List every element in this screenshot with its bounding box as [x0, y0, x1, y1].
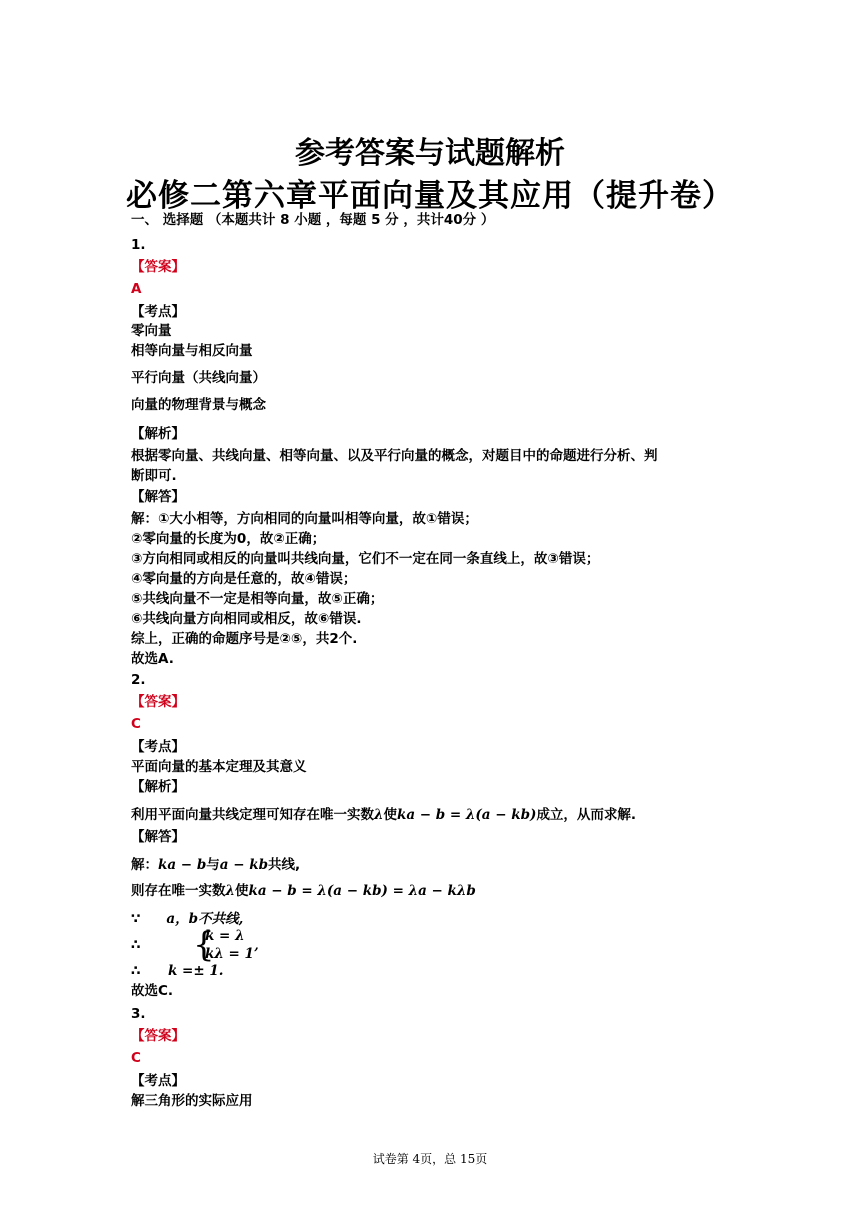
q2-result: k =± 1. [168, 963, 224, 979]
system-brace: { [193, 925, 215, 965]
q1-jieda-line: ④零向量的方向是任意的，故④错误； [131, 571, 357, 587]
q3-kaodian-tag: 【考点】 [131, 1073, 185, 1089]
q2-jiexi-text: 使 [383, 807, 397, 823]
q1-kaodian-item: 平行向量（共线向量） [131, 370, 266, 386]
q2-jiexi-text: 成立，从而求解. [536, 807, 637, 823]
q1-jiexi-tag: 【解析】 [131, 426, 185, 442]
therefore-symbol: ∴ [131, 963, 141, 979]
q1-answer: A [131, 281, 142, 297]
q1-jieda-line: ③方向相同或相反的向量叫共线向量，它们不一定在同一条直线上，故③错误； [131, 551, 600, 567]
page-footer: 试卷第 4页，总 15页 [372, 1152, 488, 1166]
q2-jieda-text: 使 [234, 883, 249, 899]
q2-jiexi-equation: ka − b = λ(a − kb) [396, 807, 537, 823]
q1-kaodian-item: 零向量 [131, 323, 172, 339]
q1-jieda-line: 综上，正确的命题序号是②⑤，共2个. [131, 631, 358, 647]
q2-kaodian-tag: 【考点】 [131, 739, 185, 755]
because-symbol: ∵ [131, 911, 141, 927]
q1-jieda-line: ⑤共线向量不一定是相等向量，故⑤正确； [131, 591, 384, 607]
q3-answer: C [131, 1050, 141, 1066]
q2-choose: 故选C. [131, 983, 174, 999]
q1-kaodian-tag: 【考点】 [131, 304, 185, 320]
q1-jiexi-line: 断即可. [131, 468, 177, 484]
q1-answer-tag: 【答案】 [131, 259, 185, 275]
q3-kaodian-item: 解三角形的实际应用 [131, 1093, 253, 1109]
doc-title: 参考答案与试题解析 [295, 136, 565, 171]
section-heading: 一、 选择题 （本题共计 8 小题 ，每题 5 分 ，共计40分 ） [131, 212, 495, 228]
q2-jieda-equation: ka − b = λ(a − kb) = λa − kλb [248, 883, 476, 899]
q2-answer: C [131, 716, 141, 732]
q2-number: 2. [131, 672, 146, 688]
q1-jieda-line: ⑥共线向量方向相同或相反，故⑥错误. [131, 611, 362, 627]
q2-jieda-lambda: λ [225, 883, 235, 899]
q2-jieda-expr: ka − b [158, 857, 207, 873]
q2-jieda-tag: 【解答】 [131, 829, 185, 845]
q2-jieda-text: 与 [206, 857, 220, 873]
q2-system-eq2: kλ = 1’ [205, 946, 259, 962]
q2-jieda-line [131, 882, 476, 900]
q3-answer-tag: 【答案】 [131, 1028, 185, 1044]
q1-jieda-tag: 【解答】 [131, 489, 185, 505]
doc-subtitle: 必修二第六章平面向量及其应用（提升卷） [126, 178, 734, 214]
therefore-symbol: ∴ [131, 937, 141, 953]
q2-jieda-text: 解： [131, 857, 158, 873]
q1-jieda-line: ②零向量的长度为0，故②正确； [131, 531, 326, 547]
q2-jiexi-text: 利用平面向量共线定理可知存在唯一实数 [131, 807, 374, 823]
q2-system-eq1: k = λ [205, 928, 245, 944]
q3-number: 3. [131, 1006, 146, 1022]
q2-jiexi-line [131, 806, 636, 824]
q1-jieda-line: 解：①大小相等，方向相同的向量叫相等向量，故①错误； [131, 511, 478, 527]
q2-jieda-line [131, 856, 300, 874]
q2-jieda-expr: a − kb [219, 857, 269, 873]
q2-jieda-text: 共线, [268, 857, 301, 873]
q1-number: 1. [131, 237, 146, 253]
q1-jieda-line: 故选A. [131, 651, 174, 667]
q2-because-line [131, 910, 243, 928]
q2-jiexi-tag: 【解析】 [131, 779, 185, 795]
q1-kaodian-item: 相等向量与相反向量 [131, 343, 253, 359]
q2-kaodian-item: 平面向量的基本定理及其意义 [131, 759, 307, 775]
q2-jieda-text: 则存在唯一实数 [131, 883, 226, 899]
q2-jiexi-lambda: λ [374, 807, 384, 823]
q1-jiexi-line: 根据零向量、共线向量、相等向量、以及平行向量的概念，对题目中的命题进行分析、判 [131, 448, 658, 464]
q2-answer-tag: 【答案】 [131, 694, 185, 710]
q2-because-text: a，b不共线, [166, 911, 244, 927]
q1-kaodian-item: 向量的物理背景与概念 [131, 397, 266, 413]
